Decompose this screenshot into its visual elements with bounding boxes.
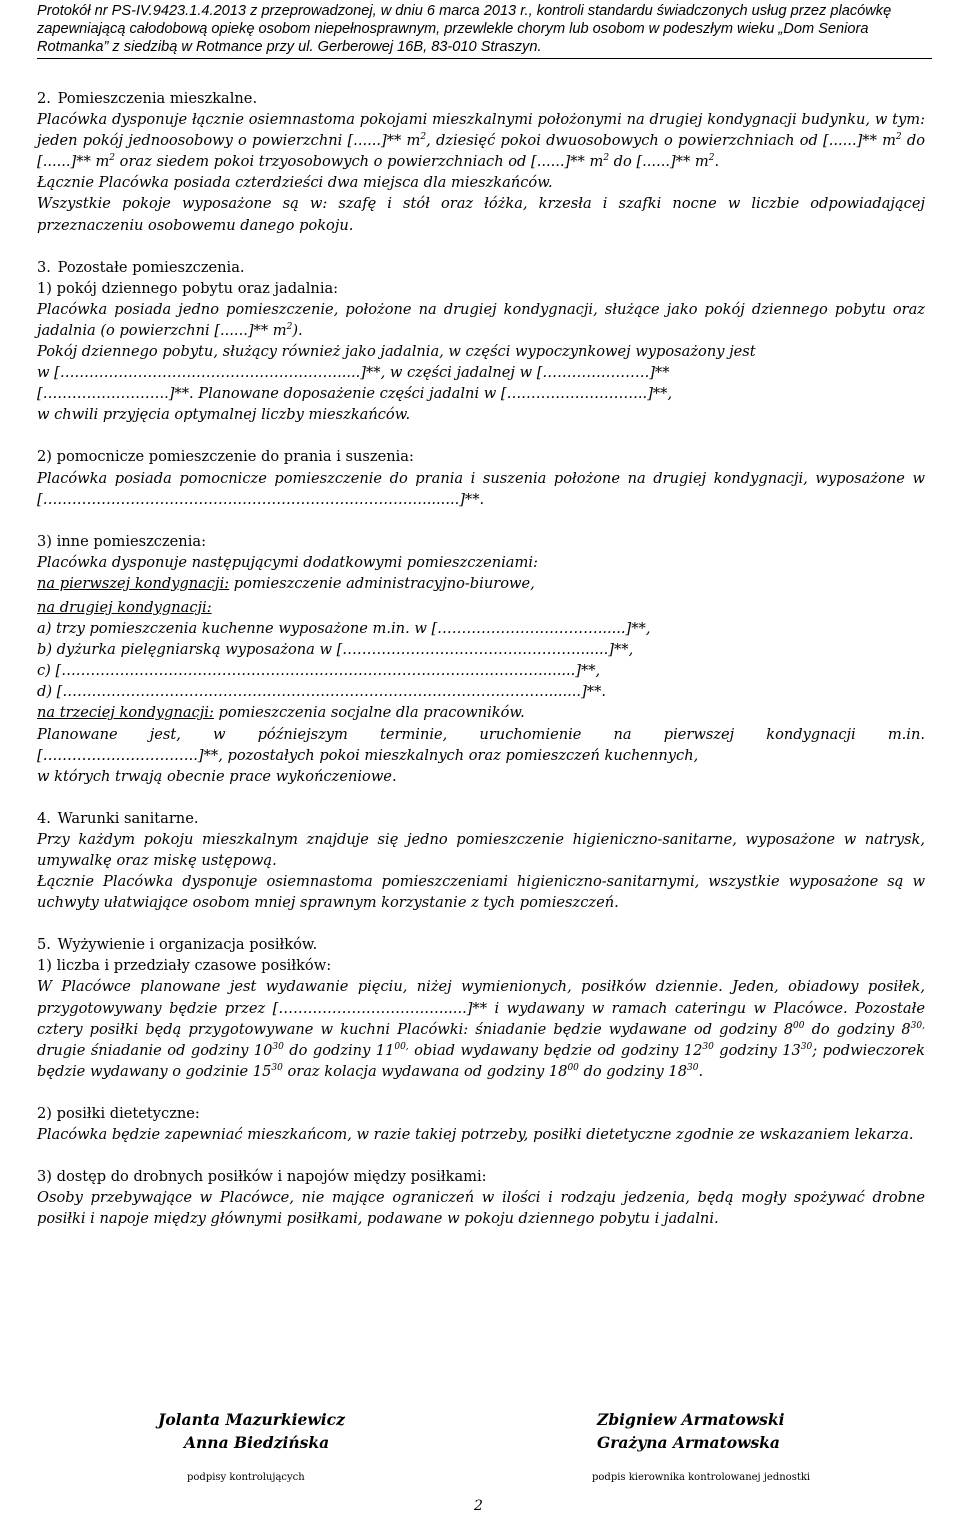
subsection-3-1-line-1: Pokój dziennego pobytu, służący również jako jadalnia, w części wypoczynkowej wyposażony jest xyxy=(37,343,756,361)
text-run: oraz kolacja wydawana od godziny 18 xyxy=(282,1062,568,1080)
text-run: ; podwieczorek będzie wydawany o godzinie 15 xyxy=(37,1041,925,1080)
floor-2-label-line xyxy=(37,597,925,618)
text-run: do godziny 8 xyxy=(804,1020,911,1038)
superscript: 00 xyxy=(793,1020,805,1031)
floor-1-label: na pierwszej kondygnacji: xyxy=(37,574,230,592)
header-line-1: Protokół nr PS-IV.9423.1.4.2013 z przeprowadzonej, w dniu 6 marca 2013 r., kontroli standardu świadczonych usług przez placówkę xyxy=(37,3,892,19)
subsection-3-1-line-2: w [………………………………………………….....]**, w części jadalnej w [………………….]** xyxy=(37,364,670,382)
superscript: 30 xyxy=(271,1062,283,1073)
list-item-a: a) trzy pomieszczenia kuchenne wyposażone m.in. w [……………………………......]**, xyxy=(37,620,651,638)
planned-line-2: […………………………..]**, pozostałych pokoi mieszkalnych oraz pomieszczeń kuchennych, xyxy=(37,746,699,764)
document-header xyxy=(37,2,932,56)
floor-3-line xyxy=(37,702,925,723)
signature-name: Zbigniew Armatowski xyxy=(597,1410,785,1429)
text-run: obiad wydawany będzie od godziny 12 xyxy=(408,1041,703,1059)
section-number: 2. xyxy=(37,90,51,107)
header-line-2: zapewniającą całodobową opiekę osobom niepełnosprawnym, przewlekle chorym lub osobom w podeszłym wieku „Dom Seniora xyxy=(37,21,869,37)
subsection-3-1-title: 1) pokój dziennego pobytu oraz jadalnia: xyxy=(37,279,339,297)
section-4-title xyxy=(37,808,925,829)
text-run: . xyxy=(698,1062,704,1080)
superscript: 30 xyxy=(272,1041,284,1052)
section-4-paragraph-2: Łącznie Placówka dysponuje osiemnastoma pomieszczeniami higieniczno-sanitarnymi, wszystkie wyposażone są w uchwyty ułatwiające osobom mniej sprawnym korzystanie z tych pomieszczeń. xyxy=(37,873,925,912)
subsection-3-1-line-3: [……………………..]**. Planowane doposażenie części jadalni w [………………………..]**, xyxy=(37,385,673,403)
signatures-inspectors xyxy=(158,1408,345,1454)
section-2-paragraph-1 xyxy=(37,109,925,172)
section-title-text: Wyżywienie i organizacja posiłków. xyxy=(57,936,318,954)
superscript: 2 xyxy=(420,132,427,143)
superscript: 30 xyxy=(800,1041,813,1052)
text-run: W Placówce planowane jest wydawanie pięciu, niżej wymienionych, posiłków dziennie. Jeden, obiadowy posiłek, przygotowywany będzie przez [……………………………......]** i wydawany w ramach cateringu w Placówce. Pozostałe cztery posiłki będą przygotowywane w kuchni Placówki: śniadanie będzie wydawane od godziny 8 xyxy=(37,978,925,1038)
section-2-title xyxy=(37,88,925,109)
subsection-3-3-intro: Placówka dysponuje następującymi dodatkowymi pomieszczeniami: xyxy=(37,553,538,571)
signature-name: Grażyna Armatowska xyxy=(597,1433,780,1452)
text-run: drugie śniadanie od godziny 10 xyxy=(37,1041,273,1059)
superscript: 2 xyxy=(895,132,902,143)
section-5-title xyxy=(37,934,925,955)
planned-line-1: Planowane jest, w późniejszym terminie, uruchomienie na pierwszej kondygnacji m.in. xyxy=(37,725,925,743)
section-title-text: Pozostałe pomieszczenia. xyxy=(57,258,245,276)
document-body xyxy=(37,88,925,1229)
text-run: pomieszczenia socjalne dla pracowników. xyxy=(213,704,525,722)
section-3-title xyxy=(37,257,925,278)
list-item-b: b) dyżurka pielęgniarską wyposażona w [………………………………………….......]**, xyxy=(37,641,634,659)
text-run: Placówka dysponuje łącznie osiemnastoma pokojami mieszkalnymi położonymi na drugiej kondygnacji budynku, w tym: jeden pokój jednoosobowy o powierzchni [......]** m xyxy=(37,111,925,150)
superscript: 2 xyxy=(109,153,116,164)
text-run: do [......]** m xyxy=(37,132,925,171)
signature-caption-inspectors: podpisy kontrolujących xyxy=(187,1472,305,1483)
subsection-5-2-paragraph: Placówka będzie zapewniać mieszkańcom, w razie takiej potrzeby, posiłki dietetyczne zgodnie ze wskazaniem lekarza. xyxy=(37,1126,914,1144)
section-title-text: Warunki sanitarne. xyxy=(57,809,199,827)
subsection-5-1-title: 1) liczba i przedziały czasowe posiłków: xyxy=(37,957,332,975)
subsection-5-3-title: 3) dostęp do drobnych posiłków i napojów między posiłkami: xyxy=(37,1168,487,1186)
text-run: ). xyxy=(292,321,303,339)
section-title-text: Pomieszczenia mieszkalne. xyxy=(57,90,258,107)
text-run: godziny 13 xyxy=(713,1041,801,1059)
superscript: 30 xyxy=(702,1041,714,1052)
subsection-3-3-title: 3) inne pomieszczenia: xyxy=(37,532,206,550)
floor-1-line xyxy=(37,573,925,594)
subsection-5-3-paragraph: Osoby przebywające w Placówce, nie mające ograniczeń w ilości i rodzaju jedzenia, będą mogły spożywać drobne posiłki i napoje między głównymi posiłkami, podawane w pokoju dziennego pobytu i jadalni. xyxy=(37,1189,925,1228)
signatures-manager xyxy=(597,1408,784,1454)
page-number: 2 xyxy=(474,1498,483,1514)
floor-3-label: na trzeciej kondygnacji: xyxy=(37,704,214,722)
subsection-3-1-paragraph-1 xyxy=(37,299,925,341)
superscript: 2 xyxy=(603,153,610,164)
signature-caption-manager: podpis kierownika kontrolowanej jednostki xyxy=(592,1472,811,1483)
header-divider xyxy=(37,58,932,59)
superscript: 30, xyxy=(910,1020,925,1031)
text-run: . xyxy=(714,153,720,171)
text-run: do godziny 18 xyxy=(578,1062,687,1080)
superscript: 2 xyxy=(286,321,293,332)
text-run: , dziesięć pokoi dwuosobowych o powierzchniach od [......]** m xyxy=(426,132,896,150)
signature-name: Anna Biedzińska xyxy=(184,1433,330,1452)
list-item-d: d) [………………………………………………………………………………………........]**. xyxy=(37,683,606,701)
header-line-3: Rotmanka” z siedzibą w Rotmance przy ul. Gerberowej 16B, 83-010 Straszyn. xyxy=(37,39,542,55)
text-run: pomieszczenie administracyjno-biurowe, xyxy=(229,574,535,592)
floor-2-label: na drugiej kondygnacji: xyxy=(37,598,212,616)
section-number: 3. xyxy=(37,258,51,276)
subsection-5-2-title: 2) posiłki dietetyczne: xyxy=(37,1104,200,1122)
text-run: do [......]** m xyxy=(609,153,709,171)
superscript: 30 xyxy=(687,1062,699,1073)
text-run: oraz siedem pokoi trzyosobowych o powierzchniach od [......]** m xyxy=(115,153,604,171)
section-2-paragraph-3: Wszystkie pokoje wyposażone są w: szafę i stół oraz łóżka, krzesła i szafki nocne w liczbie odpowiadającej przeznaczeniu osobowemu danego pokoju. xyxy=(37,195,925,234)
text-run: do godziny 11 xyxy=(283,1041,395,1059)
section-4-paragraph-1: Przy każdym pokoju mieszkalnym znajduje się jedno pomieszczenie higieniczno-sanitarne, wyposażone w natrysk, umywalkę oraz miskę ustępową. xyxy=(37,830,925,869)
planned-line-3: w których trwają obecnie prace wykończeniowe. xyxy=(37,767,397,785)
superscript: 00 xyxy=(567,1062,579,1073)
subsection-3-2-paragraph: Placówka posiada pomocnicze pomieszczenie do prania i suszenia położone na drugiej kondygnacji, wyposażone w [……………………………………………………………………........]**. xyxy=(37,469,925,508)
text-run: Placówka posiada jedno pomieszczenie, położone na drugiej kondygnacji, służące jako pokój dziennego pobytu oraz jadalnia (o powierzchni [......]** m xyxy=(37,300,925,339)
superscript: 00, xyxy=(394,1041,409,1052)
section-number: 5. xyxy=(37,936,51,954)
list-item-c: c) [……………………………………………………………………………………….......]**, xyxy=(37,662,601,680)
subsection-3-1-line-4: w chwili przyjęcia optymalnej liczby mieszkańców. xyxy=(37,406,411,424)
subsection-5-1-paragraph xyxy=(37,976,925,1081)
section-number: 4. xyxy=(37,809,51,827)
signature-name: Jolanta Mazurkiewicz xyxy=(158,1410,345,1429)
superscript: 2 xyxy=(708,153,715,164)
section-2-paragraph-2: Łącznie Placówka posiada czterdzieści dwa miejsca dla mieszkańców. xyxy=(37,174,553,192)
subsection-3-2-title: 2) pomocnicze pomieszczenie do prania i suszenia: xyxy=(37,448,414,466)
